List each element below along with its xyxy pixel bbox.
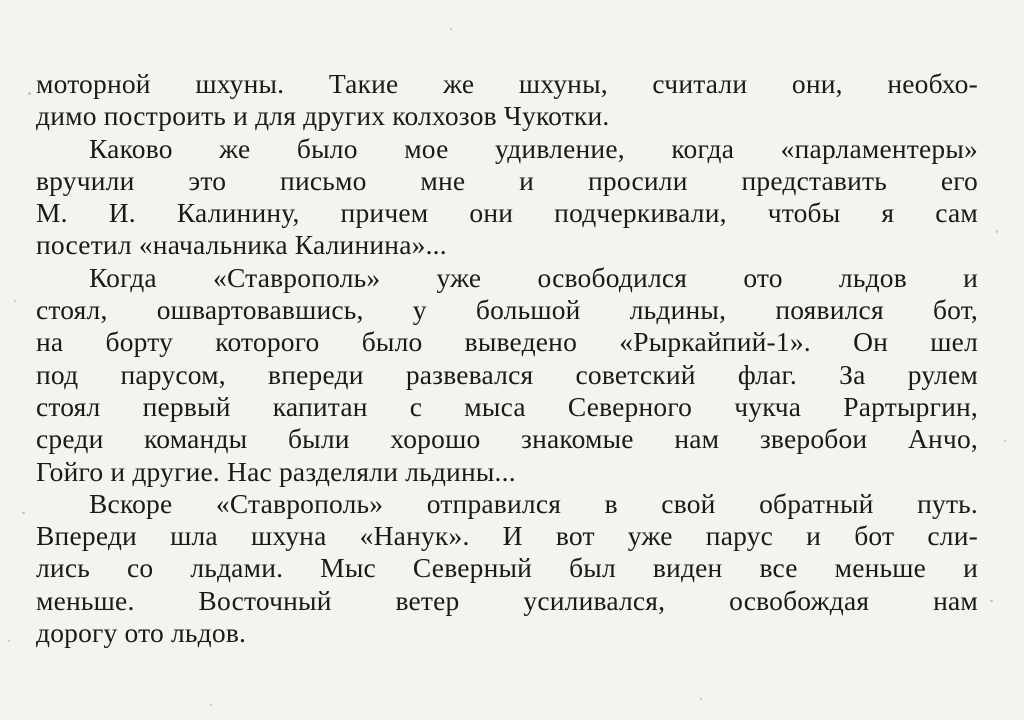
text-line: стоял, ошвартовавшись, у большой льдины, появился бот, bbox=[36, 294, 978, 326]
paper-speck bbox=[210, 704, 212, 706]
text-line: лись со льдами. Мыс Северный был виден все меньше и bbox=[36, 552, 978, 584]
paper-speck bbox=[22, 512, 25, 514]
text-line: стоял первый капитан с мыса Северного чукча Рартыргин, bbox=[36, 390, 978, 422]
paper-speck bbox=[14, 300, 16, 302]
text-line: посетил «начальника Калинина»... bbox=[36, 229, 447, 261]
body-text bbox=[36, 68, 978, 649]
paper-speck bbox=[1004, 440, 1006, 442]
paper-speck bbox=[28, 92, 31, 95]
paragraph-first-line: Вскоре «Ставрополь» отправился в свой обратный путь. bbox=[89, 487, 978, 519]
paper-speck bbox=[996, 230, 998, 233]
text-line: меньше. Восточный ветер усиливался, освобождая нам bbox=[36, 584, 978, 616]
paper-speck bbox=[700, 698, 702, 700]
text-line: дорогу ото льдов. bbox=[36, 617, 247, 649]
paper-speck bbox=[450, 28, 452, 30]
text-line: димо построить и для других колхозов Чукотки. bbox=[36, 100, 610, 132]
text-line: Гойго и другие. Нас разделяли льдины... bbox=[36, 455, 516, 487]
paragraph-first-line: Когда «Ставрополь» уже освободился ото льдов и bbox=[89, 261, 978, 293]
text-line: под парусом, впереди развевался советский флаг. За рулем bbox=[36, 358, 978, 390]
text-line: Впереди шла шхуна «Нанук». И вот уже парус и бот сли- bbox=[36, 520, 978, 552]
text-line: на борту которого было выведено «Рыркайпий-1». Он шел bbox=[36, 326, 978, 358]
text-line: вручили это письмо мне и просили представить его bbox=[36, 164, 978, 196]
text-line: М. И. Калинину, причем они подчеркивали, чтобы я сам bbox=[36, 197, 978, 229]
text-line: моторной шхуны. Такие же шхуны, считали они, необхо- bbox=[36, 68, 978, 99]
text-line: среди команды были хорошо знакомые нам зверобои Анчо, bbox=[36, 423, 978, 455]
paper-speck bbox=[990, 600, 993, 602]
paragraph-first-line: Каково же было мое удивление, когда «парламентеры» bbox=[89, 132, 978, 164]
paper-speck bbox=[8, 640, 10, 642]
